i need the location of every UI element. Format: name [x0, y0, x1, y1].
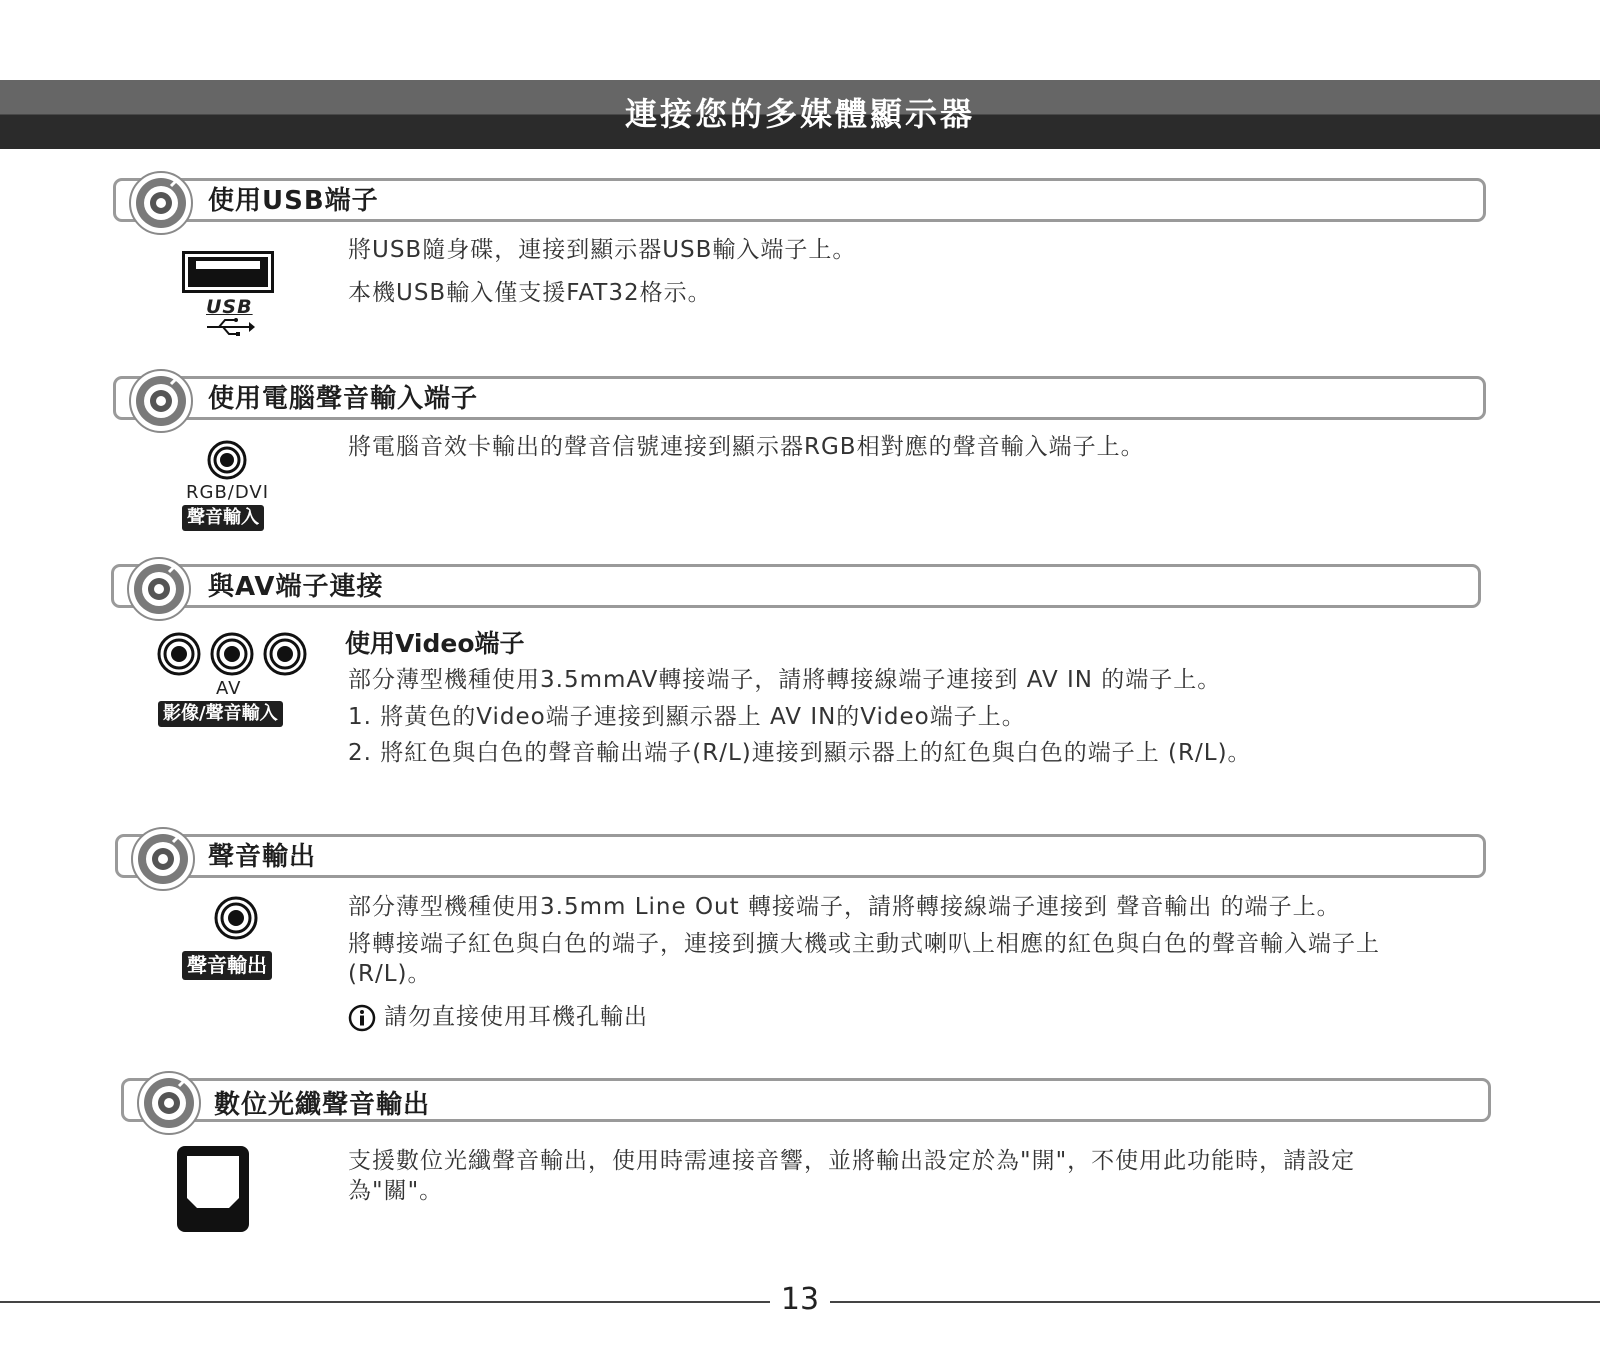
usb-line-2: 本機USB輸入僅支援FAT32格示。: [348, 280, 712, 306]
section-bar-audio-out: [115, 834, 1486, 878]
usb-port-icon: [182, 251, 274, 293]
pc-audio-line-1: 將電腦音效卡輸出的聲音信號連接到顯示器RGB相對應的聲音輸入端子上。: [348, 434, 1145, 460]
audio-out-jack-icon: [213, 895, 259, 941]
av-subtitle: 使用Video端子: [345, 629, 525, 658]
disc-icon: [126, 556, 192, 622]
info-icon: [348, 1004, 376, 1032]
footer-rule-left: [0, 1301, 770, 1303]
audio-out-port-tag: 聲音輸出: [182, 951, 272, 980]
page-title: 連接您的多媒體顯示器: [624, 95, 975, 133]
disc-icon: [136, 1070, 202, 1136]
av-port-label: AV: [216, 678, 242, 699]
optical-port-icon: [177, 1146, 249, 1232]
disc-icon: [128, 368, 194, 434]
footer-rule-right: [830, 1301, 1600, 1303]
av-line-1: 部分薄型機種使用3.5mmAV轉接端子，請將轉接線端子連接到 AV IN 的端子上。: [348, 667, 1222, 693]
section-title-av: 與AV端子連接: [208, 572, 384, 602]
audio-jack-icon: [207, 440, 247, 480]
av-line-3: 2. 將紅色與白色的聲音輸出端子(R/L)連接到顯示器上的紅色與白色的端子上 (R/L)。: [348, 740, 1252, 766]
audio-out-line-1: 部分薄型機種使用3.5mm Line Out 轉接端子，請將轉接線端子連接到 聲音輸出 的端子上。: [348, 894, 1341, 920]
section-title-audio-out: 聲音輸出: [208, 842, 317, 872]
disc-icon: [130, 826, 196, 892]
section-title-optical: 數位光纖聲音輸出: [214, 1090, 431, 1120]
av-port-tag: 影像/聲音輸入: [158, 701, 283, 727]
av-line-2: 1. 將黃色的Video端子連接到顯示器上 AV IN的Video端子上。: [348, 704, 1026, 730]
audio-out-line-2: 將轉接端子紅色與白色的端子，連接到擴大機或主動式喇叭上相應的紅色與白色的聲音輸入端子上 (R/L)。: [348, 931, 1380, 987]
pc-audio-port-label: RGB/DVI: [186, 482, 270, 503]
usb-port-label: USB: [206, 296, 253, 318]
section-title-usb: 使用USB端子: [208, 186, 379, 216]
audio-out-note: 請勿直接使用耳機孔輸出: [384, 1004, 648, 1030]
section-title-pc-audio: 使用電腦聲音輸入端子: [208, 384, 479, 414]
usb-trident-icon: [205, 317, 255, 337]
disc-icon: [128, 170, 194, 236]
usb-line-1: 將USB隨身碟，連接到顯示器USB輸入端子上。: [348, 237, 857, 263]
pc-audio-port-tag: 聲音輸入: [182, 505, 264, 531]
av-jacks-icon: [157, 631, 307, 677]
optical-line-1: 支援數位光纖聲音輸出，使用時需連接音響，並將輸出設定於為"開"，不使用此功能時，請設定為"關"。: [348, 1148, 1356, 1204]
page-number: 13: [780, 1282, 820, 1317]
